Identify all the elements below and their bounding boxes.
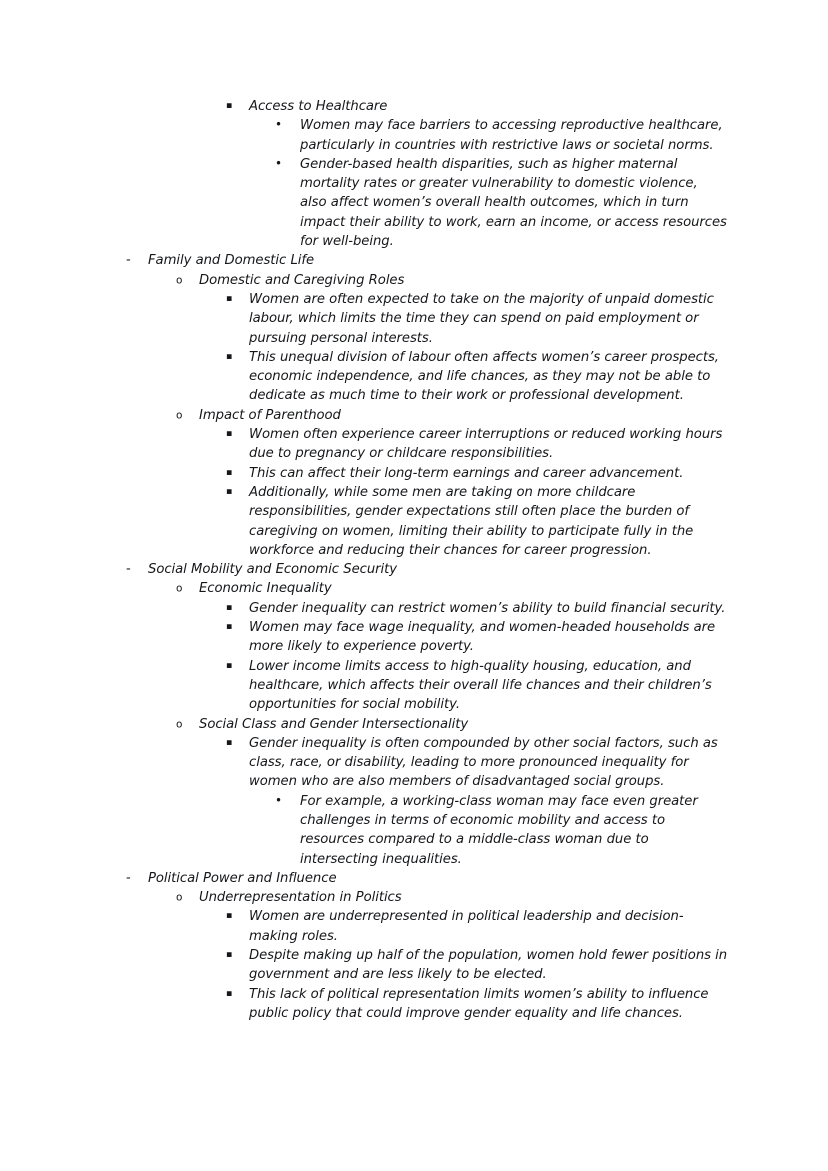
square-bullet-icon: ▪ <box>226 428 233 440</box>
outline-item-text: Gender-based health disparities, such as higher maternal mortality rates or greater vulnerability to domestic violence, also affect women’s overall health outcomes, which in turn impact their ability to work, earn an income, or access resources for well-being. <box>300 156 727 250</box>
outline-item-text: Women may face wage inequality, and women-headed households are more likely to experience poverty. <box>249 620 716 655</box>
outline-item <box>0 560 828 579</box>
outline-list <box>0 97 828 1023</box>
outline-item <box>0 792 828 869</box>
circle-bullet-icon: o <box>176 582 183 595</box>
outline-item-text: Underrepresentation in Politics <box>199 890 402 906</box>
square-bullet-icon: ▪ <box>226 621 233 633</box>
outline-item-text: Gender inequality is often compounded by other social factors, such as class, race, or disability, leading to more pronounced inequality for women who are also members of disadvantaged social groups. <box>249 735 718 790</box>
outline-item <box>0 271 828 290</box>
outline-item-text: This can affect their long-term earnings and career advancement. <box>249 465 684 481</box>
outline-item-text: Domestic and Caregiving Roles <box>199 272 405 288</box>
circle-bullet-icon: o <box>176 409 183 422</box>
outline-item <box>0 290 828 348</box>
outline-item-text: Economic Inequality <box>199 581 332 597</box>
outline-item <box>0 599 828 618</box>
outline-item <box>0 579 828 598</box>
outline-item <box>0 155 828 251</box>
square-bullet-icon: ▪ <box>226 659 233 671</box>
square-bullet-icon: ▪ <box>226 100 233 111</box>
outline-item <box>0 618 828 657</box>
outline-item <box>0 483 828 560</box>
outline-item <box>0 869 828 888</box>
dash-bullet-icon: - <box>126 561 131 577</box>
square-bullet-icon: ▪ <box>226 910 233 922</box>
outline-item <box>0 946 828 985</box>
round-bullet-icon: • <box>275 156 283 171</box>
outline-item-text: This lack of political representation limits women’s ability to influence public policy that could improve gender equality and life chances. <box>249 986 709 1021</box>
outline-item-text: This unequal division of labour often affects women’s career prospects, economic independence, and life chances, as they may not be able to dedicate as much time to their work or professional development. <box>249 349 719 404</box>
round-bullet-icon: • <box>275 793 283 808</box>
outline-item <box>0 464 828 483</box>
outline-item <box>0 734 828 792</box>
circle-bullet-icon: o <box>176 274 183 287</box>
outline-item-text: Access to Healthcare <box>249 99 388 114</box>
outline-item-text: Social Mobility and Economic Security <box>148 562 398 578</box>
outline-item-text: For example, a working-class woman may face even greater challenges in terms of economic mobility and access to resources compared to a middle-class woman due to intersecting inequalities. <box>300 793 698 867</box>
outline-item <box>0 406 828 425</box>
outline-item <box>0 888 828 907</box>
outline-item-text: Impact of Parenthood <box>199 407 341 423</box>
outline-item-text: Political Power and Influence <box>148 870 337 886</box>
outline-item <box>0 907 828 946</box>
square-bullet-icon: ▪ <box>226 466 233 478</box>
outline-item <box>0 657 828 715</box>
circle-bullet-icon: o <box>176 891 183 904</box>
square-bullet-icon: ▪ <box>226 987 233 999</box>
outline-item <box>0 116 828 155</box>
circle-bullet-icon: o <box>176 718 183 730</box>
outline-item-text: Women may face barriers to accessing reproductive healthcare, particularly in countries with restrictive laws or societal norms. <box>300 118 723 153</box>
outline-item-text: Despite making up half of the population, women hold fewer positions in government and are less likely to be elected. <box>249 948 728 983</box>
square-bullet-icon: ▪ <box>226 601 233 613</box>
square-bullet-icon: ▪ <box>226 736 233 748</box>
square-bullet-icon: ▪ <box>226 485 233 497</box>
square-bullet-icon: ▪ <box>226 949 233 961</box>
outline-item-text: Family and Domestic Life <box>148 253 315 269</box>
square-bullet-icon: ▪ <box>226 350 233 362</box>
outline-item-text: Lower income limits access to high-quality housing, education, and healthcare, which affects their overall life chances and their children’s opportunities for social mobility. <box>249 658 712 713</box>
outline-item <box>0 97 828 116</box>
outline-item <box>0 348 828 406</box>
outline-item-text: Additionally, while some men are taking on more childcare responsibilities, gender expectations still often place the burden of caregiving on women, limiting their ability to participate fully in the workforce and reducing their chances for career progression. <box>249 484 694 558</box>
outline-item-text: Social Class and Gender Intersectionality <box>199 716 469 732</box>
square-bullet-icon: ▪ <box>226 292 233 304</box>
outline-item-text: Women are underrepresented in political leadership and decision-making roles. <box>249 909 684 944</box>
outline-item-text: Gender inequality can restrict women’s ability to build financial security. <box>249 600 726 616</box>
outline-item <box>0 985 828 1024</box>
dash-bullet-icon: - <box>126 252 131 268</box>
outline-item <box>0 425 828 464</box>
outline-item <box>0 715 828 734</box>
outline-item <box>0 251 828 270</box>
dash-bullet-icon: - <box>126 870 131 886</box>
outline-item-text: Women often experience career interruptions or reduced working hours due to pregnancy or childcare responsibilities. <box>249 427 723 462</box>
outline-item-text: Women are often expected to take on the majority of unpaid domestic labour, which limits the time they can spend on paid employment or pursuing personal interests. <box>249 291 714 346</box>
round-bullet-icon: • <box>275 117 283 132</box>
